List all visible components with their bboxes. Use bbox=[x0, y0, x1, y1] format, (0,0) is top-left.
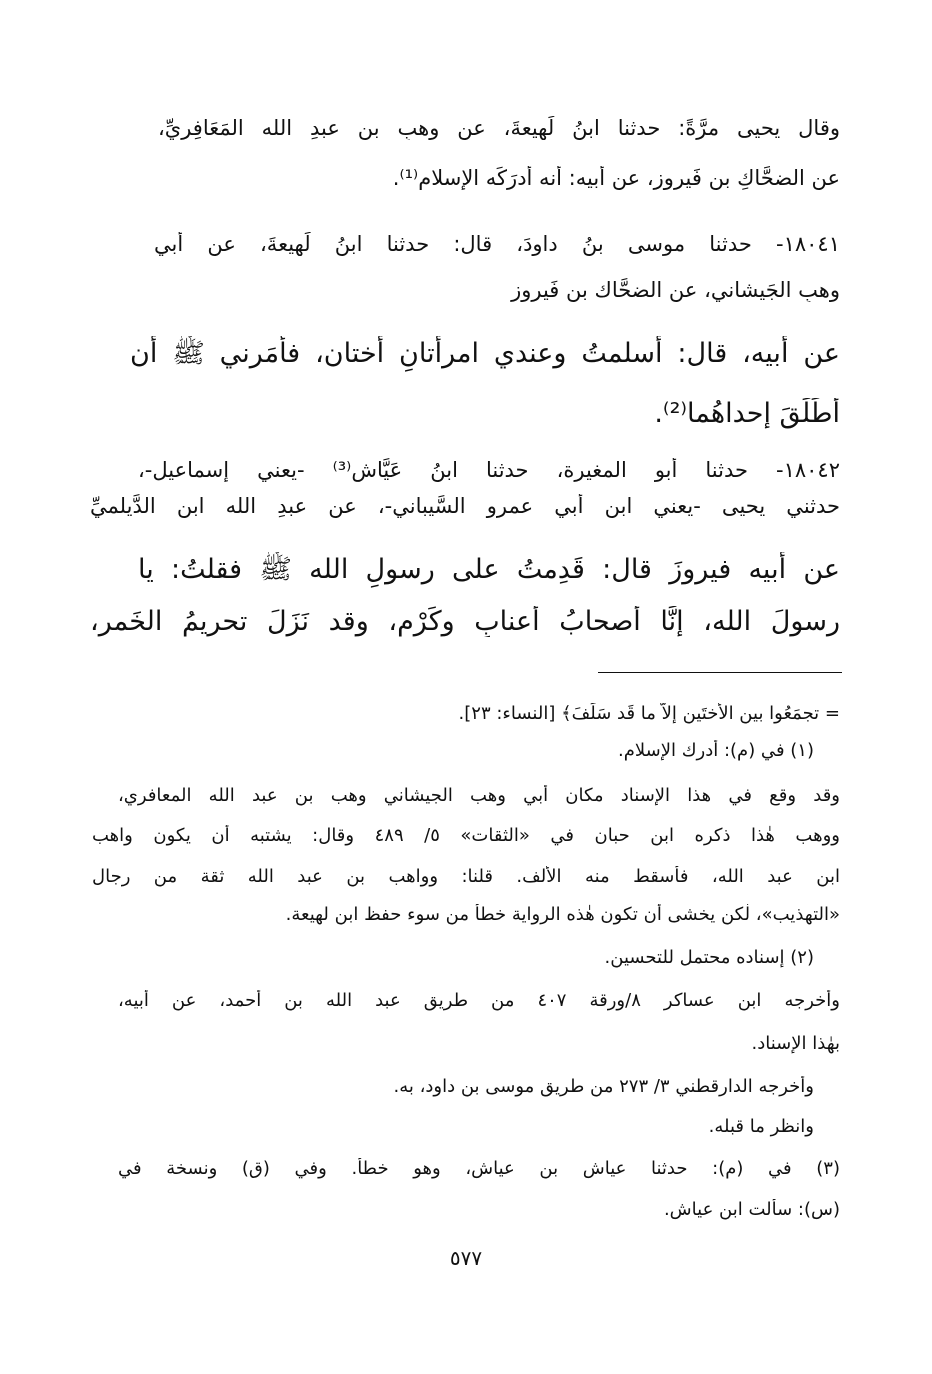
footnote-text-line: (س): سألت ابن عياش. bbox=[663, 1199, 840, 1220]
text-line: عن أَبيه فيروزَ قال: قَدِمتُ على رسولِ الله ﷺ فقلتُ: يا bbox=[138, 554, 840, 585]
footnote-text-line: وقد وقع في هذا الإسناد مكان أَبي وهب الجيشاني وهب بن عبد الله المعافري، bbox=[118, 785, 840, 806]
text-line: عن أبيه، قال: أسلمتُ وعندي امرأتانِ أُختان، فأَمَرني ﷺ أن bbox=[130, 338, 840, 369]
text-line: حدثني يحيى -يعني ابن أَبي عمرٍو السَّيباني-، عن عبدِ الله ابن الدَّيلميِّ bbox=[90, 494, 840, 518]
text-line: ١٨٠٤١- حدثنا موسى بنُ داودَ، قال: حدثنا ابنُ لَهيعةَ، عن أَبي bbox=[154, 232, 840, 256]
footnote-text-line: ووهب هٰذا ذكره ابن حبان في «الثقات» ٥/ ٤٨٩ وقال: يشتبه أن يكون واهب bbox=[92, 825, 840, 846]
text-line: أُطَلِّقَ إِحداهُما⁽²⁾. bbox=[654, 398, 840, 429]
text-line: وقال يحيى مرَّةً: حدثنا ابنُ لَهيعةَ، عن وهبِ بن عبدِ الله المَعَافِريِّ، bbox=[158, 116, 840, 140]
footnote-text-line: بهٰذا الإسناد. bbox=[751, 1033, 840, 1054]
footnote-3: (٣) في (م): حدثنا عياش بن عياش، وهو خطأ. وفي (ق) ونسخة في bbox=[118, 1158, 840, 1179]
footnote-continuation: = تجمَعُوا بين الأُختَينِ إِلاَّ ما قَد سَلَفَ﴾ [النساء: ٢٣]. bbox=[458, 703, 840, 724]
text-line: ١٨٠٤٢- حدثنا أَبو المغيرة، حدثنا ابنُ عَيَّاشٍ⁽³⁾ -يعني إسماعيل-، bbox=[138, 458, 840, 482]
footnote-separator bbox=[598, 672, 842, 673]
footnote-text-line: «التهذيب»، لٰكن يخشى أن تكون هٰذه الرواية خطأ من سوء حفظ ابن لهيعة. bbox=[285, 904, 840, 925]
footnote-1: (١) في (م): أدرك الإسلام. bbox=[618, 740, 814, 761]
text-line: رسولَ الله، إنَّا أصحابُ أَعنابٍ وكَرْمٍ، وقد نَزَلَ تحريمُ الخَمرِ، bbox=[90, 606, 840, 637]
text-line: وهبٍ الجَيشاني، عن الضحَّاك بنِ فَيروز bbox=[511, 278, 840, 302]
footnote-text-line: وأخرجه الدارقطني ٣/ ٢٧٣ من طريق موسى بن داود، به. bbox=[393, 1076, 814, 1097]
footnote-text-line: وأخرجه ابن عساكر ٨/ورقة ٤٠٧ من طريق عبد الله بن أحمد، عن أبيه، bbox=[118, 990, 840, 1011]
footnote-text-line: ابن عبد الله، فأسقط منه الألف. قلنا: وواهب بن عبد الله ثقة من رجال bbox=[92, 866, 840, 887]
footnote-2: (٢) إسناده محتمل للتحسين. bbox=[604, 947, 814, 968]
footnote-text-line: وانظر ما قبله. bbox=[708, 1116, 814, 1137]
page-number: ٥٧٧ bbox=[449, 1246, 483, 1270]
text-line: عن الضحَّاكِ بن فَيروز، عن أبيه: أنه أدرَكَه الإسلام⁽¹⁾. bbox=[392, 166, 840, 190]
